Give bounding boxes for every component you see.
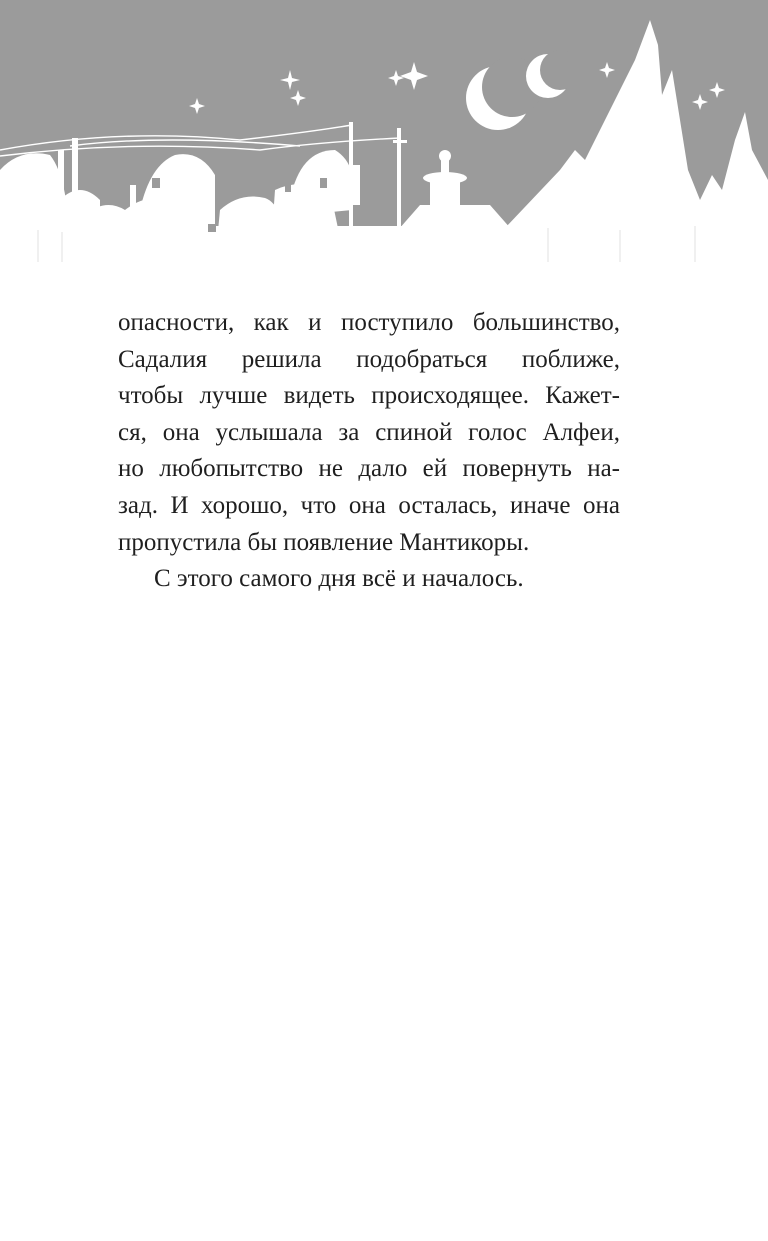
night-town-skyline-illustration bbox=[0, 0, 768, 262]
text-line: С этого самого дня всё и началось. bbox=[154, 565, 524, 593]
text-line: чтобы лучше видеть происходящее. Кажет- bbox=[118, 382, 620, 410]
text-line: опасности, как и поступило большинство, bbox=[118, 309, 620, 336]
paragraph-2 bbox=[118, 561, 620, 598]
text-line: Садалия решила подобраться поближе, bbox=[118, 345, 620, 373]
text-line: но любопытство не дало ей повернуть на- bbox=[118, 455, 620, 483]
text-line: ся, она услышала за спиной голос Алфеи, bbox=[118, 418, 620, 446]
text-line: пропустила бы появление Мантикоры. bbox=[118, 528, 530, 556]
paragraph-1 bbox=[118, 305, 620, 561]
book-page-text bbox=[118, 305, 620, 598]
text-line: зад. И хорошо, что она осталась, иначе она bbox=[118, 491, 620, 519]
